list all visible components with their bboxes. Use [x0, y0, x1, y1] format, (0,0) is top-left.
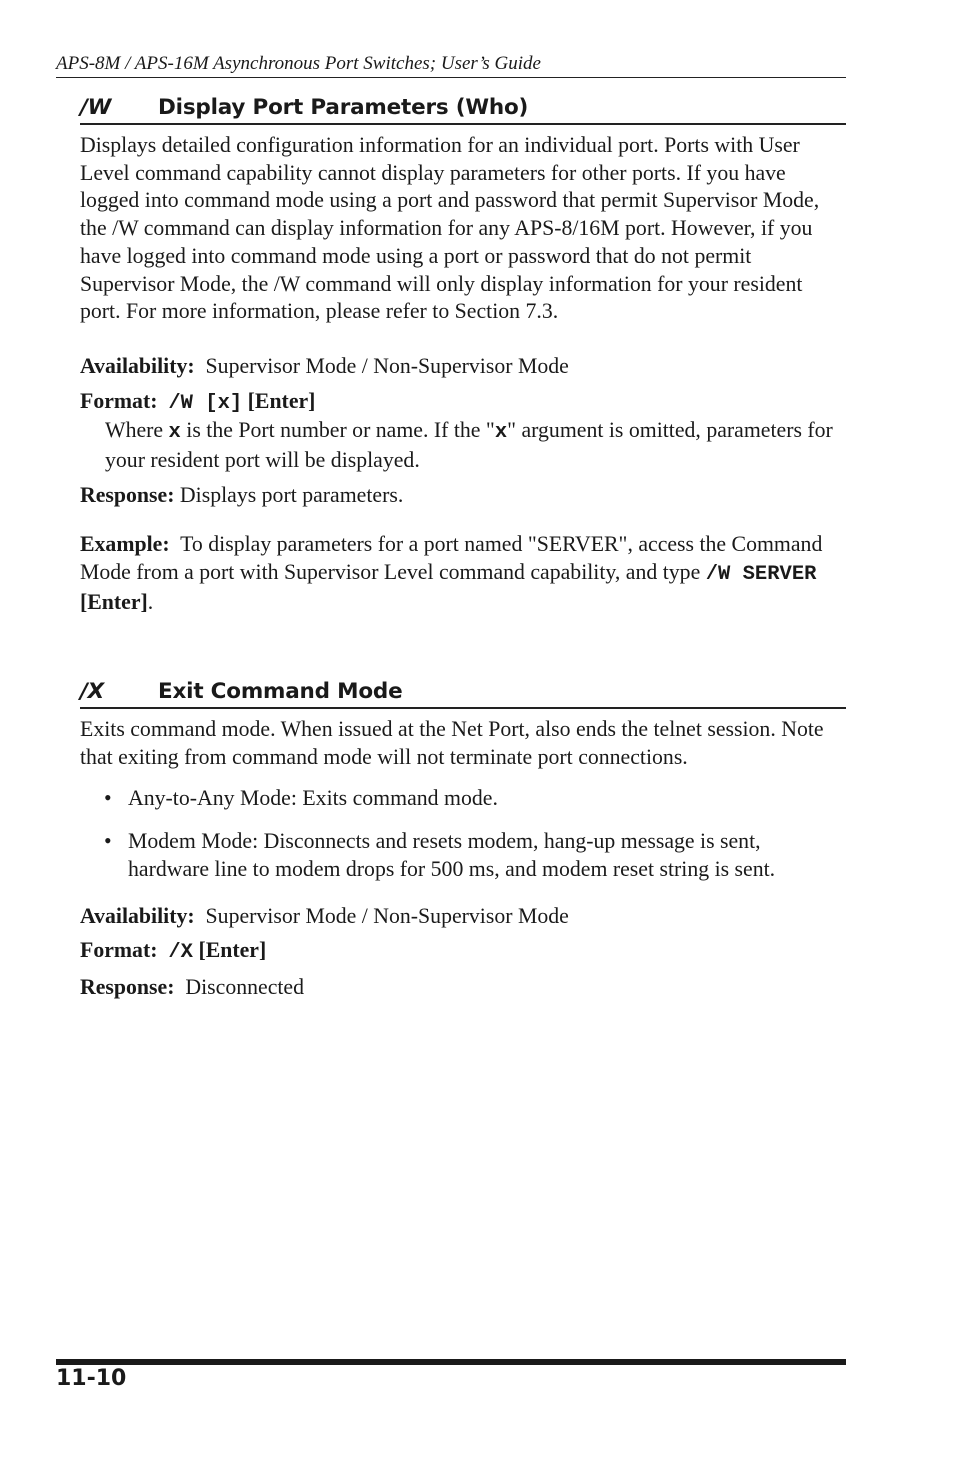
section-title: Exit Command Mode — [158, 679, 403, 704]
format-label: Format: — [80, 938, 158, 963]
running-head: APS-8M / APS-16M Asynchronous Port Switches; User’s Guide — [56, 52, 846, 78]
example-text: To display parameters for a port named "SERVER", access the Command Mode from a port with Supervisor Level command capability, and type — [80, 532, 823, 585]
list-item — [80, 828, 846, 883]
format-enter: [Enter] — [247, 388, 316, 413]
response-label: Response: — [80, 482, 175, 507]
availability-value: Supervisor Mode / Non-Supervisor Mode — [205, 903, 569, 928]
where-text: is the Port number or name. If the " — [180, 418, 495, 443]
bullet-icon: • — [104, 786, 112, 811]
example-command: /W SERVER — [705, 563, 817, 587]
section-description: Displays detailed configuration information for an individual port. Ports with User Level command capability cannot display parameters for other ports. If you have logged into command mode using a port and password that permit Supervisor Mode, the /W command can display information for any APS-8/16M port. However, if you have logged into command mode using a port or password that do not permit Supervisor Mode, the /W command will only display information for your resident port. For more information, please refer to Section 7.3. — [80, 133, 820, 324]
section-command: /X — [80, 679, 105, 704]
format-label: Format: — [80, 388, 158, 413]
page-number: 11-10 — [56, 1366, 127, 1391]
response-label: Response: — [80, 974, 175, 999]
section-description: Exits command mode. When issued at the Net Port, also ends the telnet session. Note that exiting from command mode will not terminate port connections. — [80, 717, 824, 769]
section-heading — [80, 678, 846, 709]
section-command: /W — [80, 95, 112, 120]
list-item-text: Any-to-Any Mode: Exits command mode. — [128, 786, 498, 811]
availability-label: Availability: — [80, 353, 195, 378]
response-line — [80, 482, 846, 510]
response-value: Displays port parameters. — [179, 482, 404, 507]
example-enter: [Enter] — [80, 589, 148, 614]
list-item-text: Modem Mode: Disconnects and resets modem, hang-up message is sent, hardware line to modem drops for 500 ms, and modem reset string is sent. — [128, 829, 776, 881]
where-text: Where — [105, 418, 169, 443]
section-w — [80, 94, 846, 617]
availability-label: Availability: — [80, 903, 195, 928]
footer-rule — [56, 1359, 846, 1365]
format-enter: [Enter] — [198, 938, 267, 963]
availability-value: Supervisor Mode / Non-Supervisor Mode — [205, 353, 569, 378]
where-text: " argument is omitted, parameters for your resident port will be displayed. — [105, 418, 833, 473]
format-line — [80, 388, 846, 418]
section-x — [80, 678, 846, 1002]
section-title: Display Port Parameters (Who) — [158, 95, 529, 120]
availability-line — [80, 353, 846, 381]
example-end: . — [147, 589, 154, 614]
example-label: Example: — [80, 532, 170, 557]
availability-line — [80, 903, 846, 931]
response-value: Disconnected — [185, 974, 305, 999]
format-line — [80, 937, 846, 967]
section-heading — [80, 94, 846, 125]
list-item — [80, 785, 846, 813]
example-paragraph — [80, 531, 846, 616]
response-line — [80, 974, 846, 1002]
format-where — [80, 417, 846, 474]
bullet-icon: • — [104, 829, 112, 854]
arg-x: x — [168, 421, 181, 445]
format-command: /W [x] — [168, 391, 243, 415]
arg-x: x — [494, 421, 508, 445]
format-command: /X — [168, 941, 193, 965]
